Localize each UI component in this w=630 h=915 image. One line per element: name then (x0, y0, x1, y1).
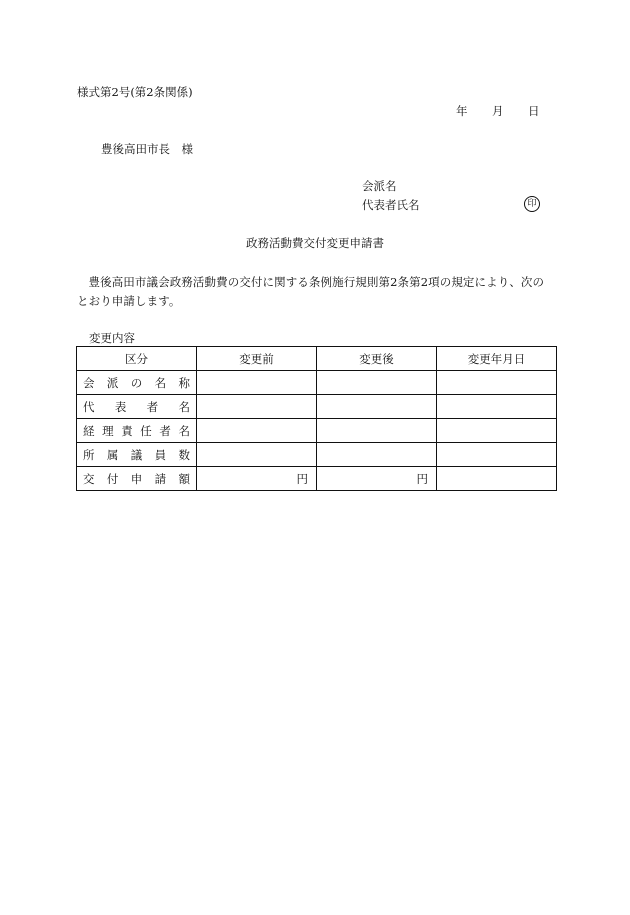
cell-before[interactable] (197, 371, 317, 395)
row-label-char: 付 (106, 471, 119, 486)
row-label (77, 371, 197, 395)
row-label-char: 議 (130, 447, 143, 462)
header-category: 区分 (77, 347, 197, 371)
row-label-char: 者 (146, 399, 159, 414)
row-label-char: の (130, 375, 143, 390)
cell-before[interactable] (197, 443, 317, 467)
table-row (77, 419, 557, 443)
cell-change-date[interactable] (437, 443, 557, 467)
row-label-char: 名 (178, 399, 190, 414)
row-label-char: 員 (154, 447, 167, 462)
cell-after[interactable] (317, 419, 437, 443)
row-label-text (77, 399, 196, 415)
row-label-char: 代 (83, 399, 95, 414)
row-label (77, 467, 197, 491)
row-label-char: 所 (83, 447, 95, 462)
cell-change-date[interactable] (437, 419, 557, 443)
row-label-char: 請 (154, 471, 167, 486)
table-row (77, 467, 557, 491)
cell-before[interactable]: 円 (197, 467, 317, 491)
row-label-char: 名 (178, 423, 190, 438)
row-label-char: 属 (106, 447, 119, 462)
row-label-char: 会 (83, 375, 95, 390)
row-label-char: 経 (83, 423, 95, 438)
header-before: 変更前 (197, 347, 317, 371)
cell-before[interactable] (197, 419, 317, 443)
table-row (77, 395, 557, 419)
row-label-text (77, 375, 196, 391)
row-label-char: 数 (178, 447, 190, 462)
document-title: 政務活動費交付変更申請書 (246, 236, 384, 250)
cell-change-date[interactable] (437, 371, 557, 395)
cell-before[interactable] (197, 395, 317, 419)
seal-mark: 印 (524, 196, 540, 212)
table-row (77, 371, 557, 395)
row-label-char: 任 (140, 423, 152, 438)
cell-after[interactable] (317, 371, 437, 395)
row-label-text (77, 447, 196, 463)
row-label (77, 395, 197, 419)
row-label-char: 表 (114, 399, 127, 414)
row-label-char: 派 (106, 375, 119, 390)
date-month-label: 月 (492, 104, 504, 118)
date-year-label: 年 (456, 104, 468, 118)
representative-name-label: 代表者氏名 (362, 198, 420, 212)
row-label-char: 理 (102, 423, 114, 438)
row-label-char: 称 (178, 375, 190, 390)
cell-after[interactable] (317, 443, 437, 467)
row-label-char: 額 (178, 471, 190, 486)
row-label (77, 419, 197, 443)
row-label-char: 名 (154, 375, 167, 390)
table-header-row (77, 347, 557, 371)
row-label-char: 責 (121, 423, 133, 438)
date-day-label: 日 (528, 104, 540, 118)
section-heading: 変更内容 (89, 331, 135, 345)
header-after: 変更後 (317, 347, 437, 371)
row-label (77, 443, 197, 467)
cell-change-date[interactable] (437, 395, 557, 419)
row-label-char: 交 (83, 471, 95, 486)
header-change-date: 変更年月日 (437, 347, 557, 371)
table-row (77, 443, 557, 467)
change-table (76, 346, 557, 491)
row-label-char: 申 (130, 471, 143, 486)
cell-after[interactable]: 円 (317, 467, 437, 491)
form-number: 様式第2号(第2条関係) (77, 85, 193, 99)
row-label-char: 者 (159, 423, 171, 438)
cell-change-date[interactable] (437, 467, 557, 491)
body-text: 豊後高田市議会政務活動費の交付に関する条例施行規則第2条第2項の規定により、次のとおり申請します。 (77, 275, 545, 308)
row-label-text (77, 471, 196, 487)
row-label-text (77, 423, 196, 439)
addressee: 豊後高田市長 様 (101, 142, 193, 156)
group-name-label: 会派名 (362, 179, 397, 193)
cell-after[interactable] (317, 395, 437, 419)
